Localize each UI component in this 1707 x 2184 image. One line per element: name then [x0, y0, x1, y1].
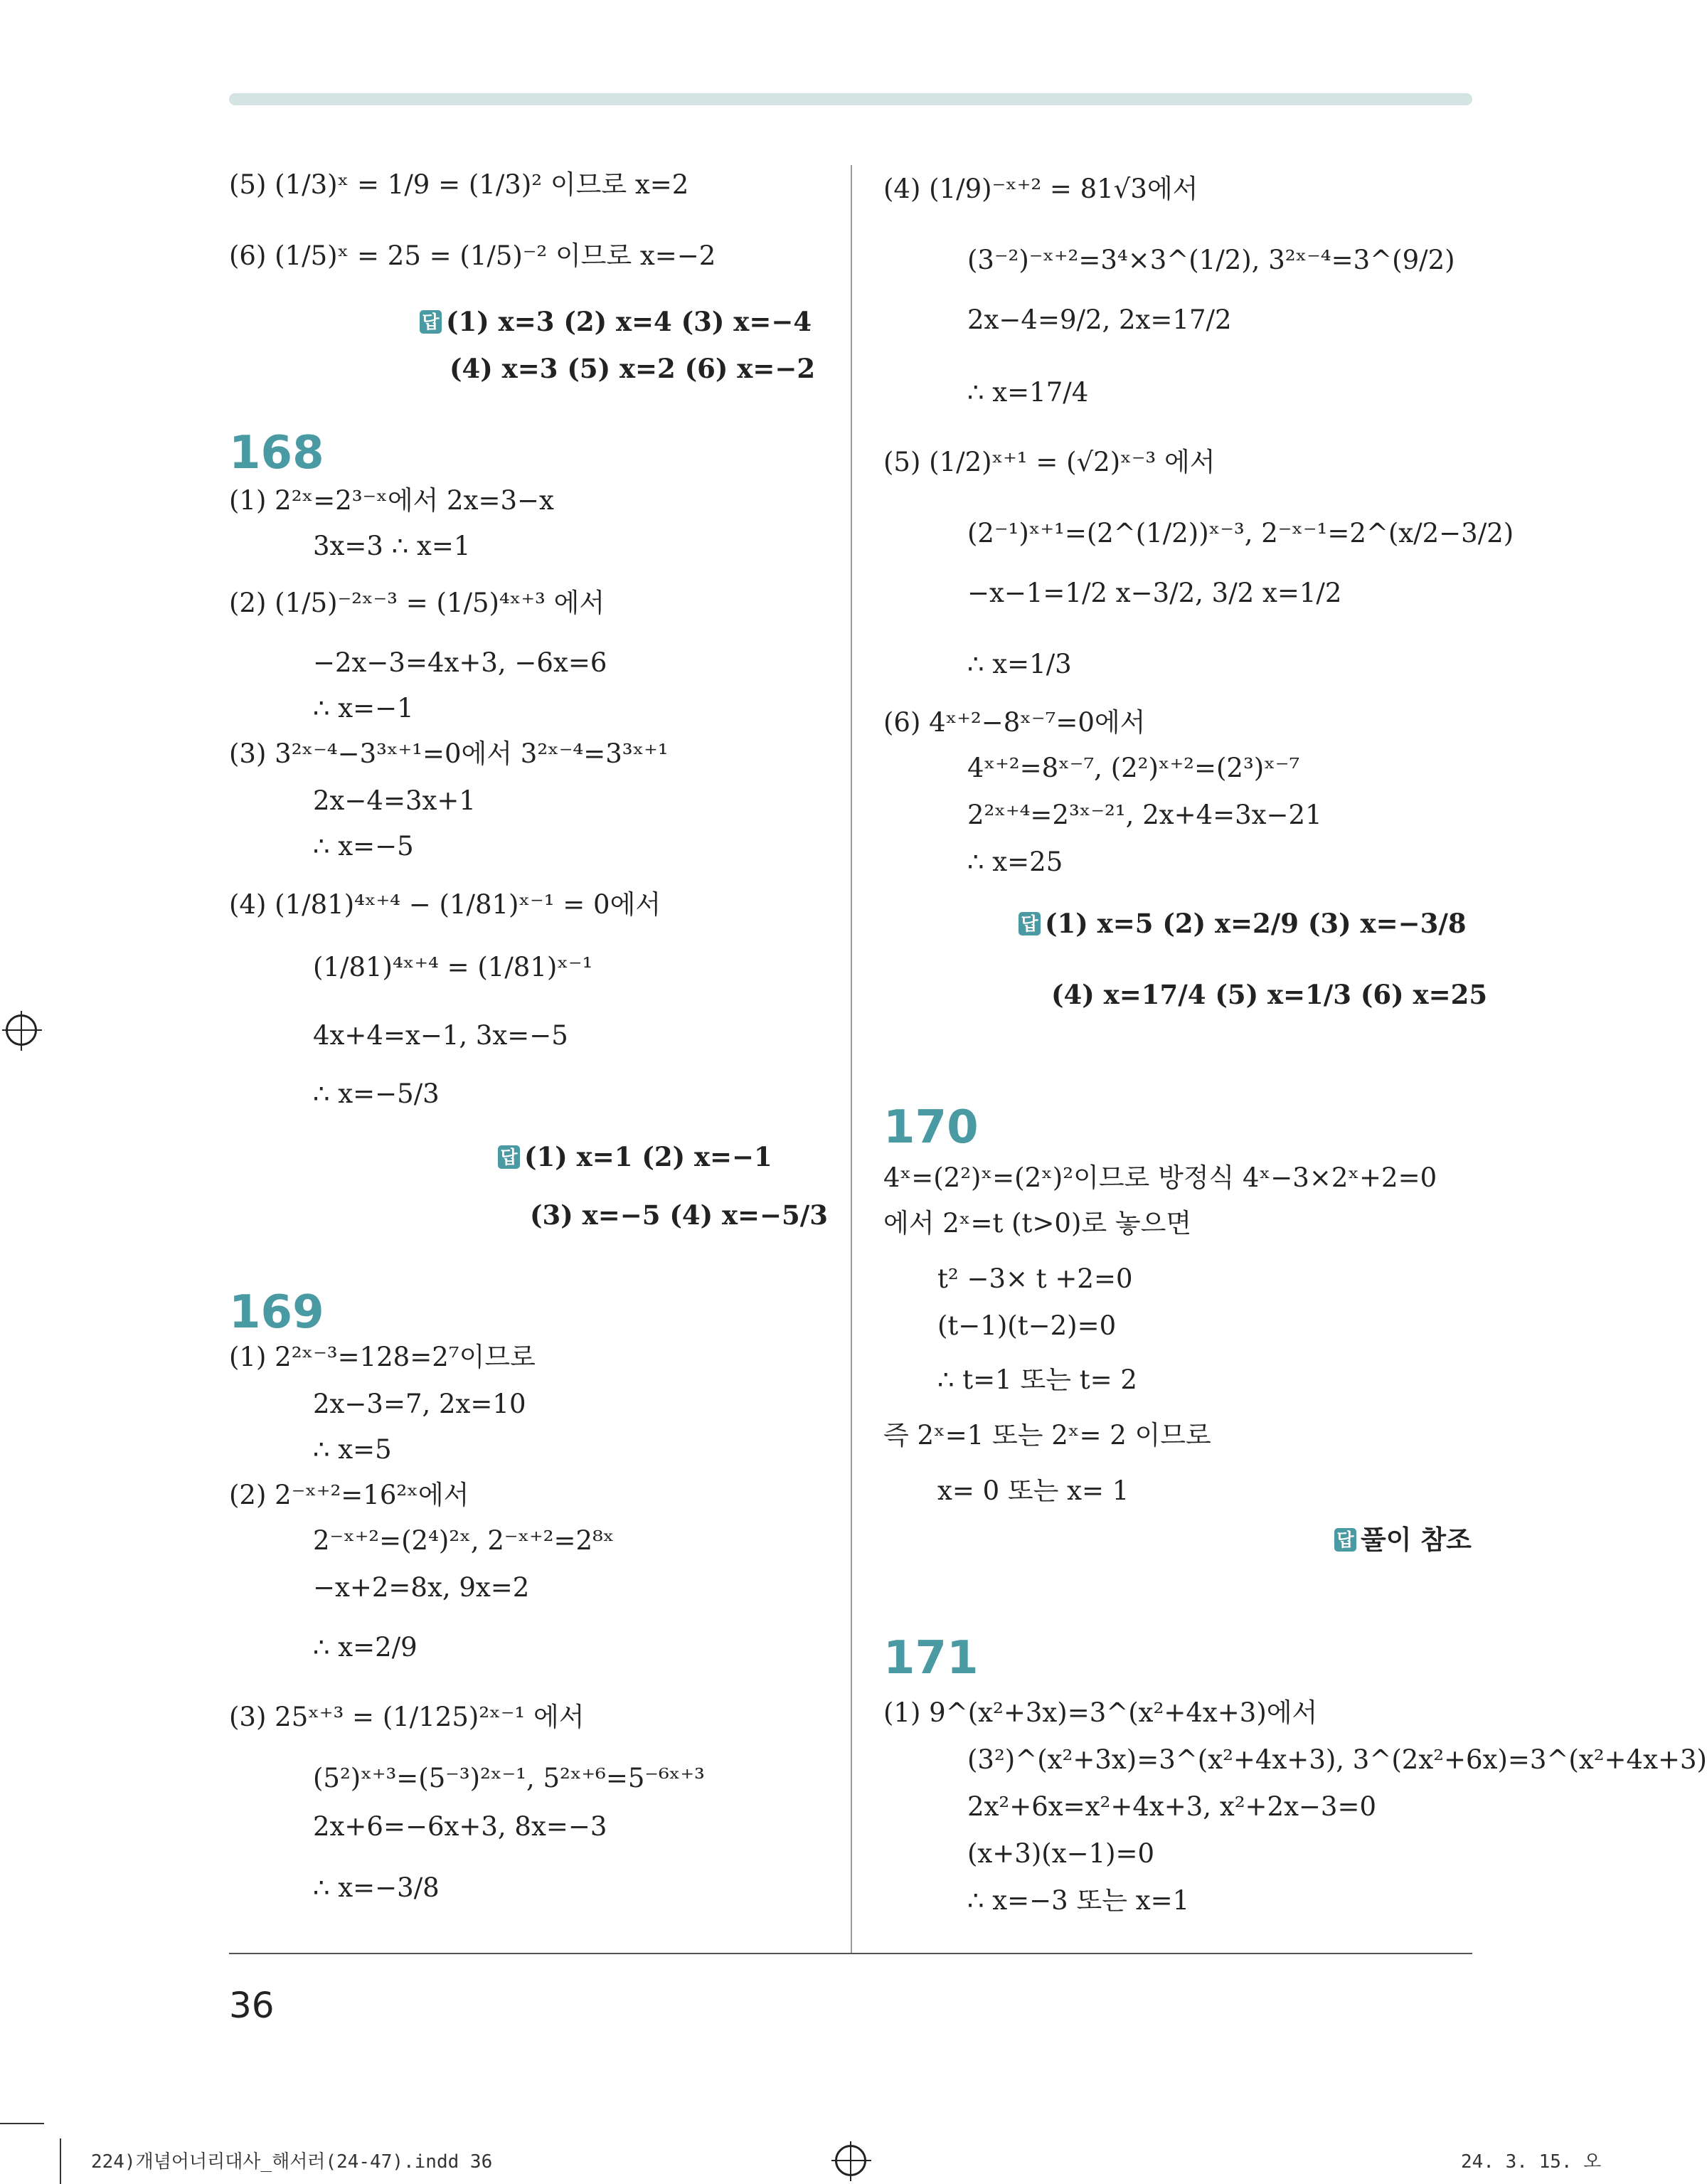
solution-line: (2⁻¹)ˣ⁺¹=(2^(1/2))ˣ⁻³, 2⁻ˣ⁻¹=2^(x/2−3/2) [967, 518, 1514, 548]
answer-badge: 답 [1334, 1528, 1356, 1552]
column-divider [851, 165, 852, 1954]
crop-mark [0, 2123, 44, 2124]
solution-line: 2x²+6x=x²+4x+3, x²+2x−3=0 [967, 1791, 1377, 1822]
solution-line: 2x+6=−6x+3, 8x=−3 [313, 1811, 607, 1842]
solution-line: (1) 9^(x²+3x)=3^(x²+4x+3)에서 [883, 1697, 1318, 1728]
solution-line: (x+3)(x−1)=0 [967, 1838, 1155, 1869]
solution-line: 4x+4=x−1, 3x=−5 [313, 1020, 568, 1051]
solution-line: (1) 2²ˣ⁻³=128=2⁷이므로 [229, 1342, 536, 1372]
solution-line: (3⁻²)⁻ˣ⁺²=3⁴×3^(1/2), 3²ˣ⁻⁴=3^(9/2) [967, 245, 1455, 275]
problem-number-168: 168 [229, 427, 324, 479]
problem-number-169: 169 [229, 1286, 324, 1339]
solution-line: 4ˣ⁺²=8ˣ⁻⁷, (2²)ˣ⁺²=(2³)ˣ⁻⁷ [967, 753, 1300, 783]
footer-file-info: 224)개념어너리대사_해서러(24-47).indd 36 [91, 2151, 493, 2173]
solution-line: ∴ x=17/4 [967, 377, 1089, 408]
solution-line: 에서 2ˣ=t (t>0)로 놓으면 [883, 1208, 1192, 1239]
registration-mark-icon [6, 1014, 37, 1046]
solution-line: (6) (1/5)ˣ = 25 = (1/5)⁻² 이므로 x=−2 [229, 240, 716, 271]
answer-168-row1 [498, 1141, 772, 1172]
solution-line: ∴ x=1/3 [967, 649, 1072, 679]
problem-number-171: 171 [883, 1632, 979, 1685]
page-number: 36 [229, 1985, 275, 2026]
solution-line: (1) 2²ˣ=2³⁻ˣ에서 2x=3−x [229, 485, 554, 516]
answer-167-row1 [420, 306, 812, 337]
solution-line: (5) (1/3)ˣ = 1/9 = (1/3)² 이므로 x=2 [229, 169, 689, 200]
solution-line: ∴ x=−1 [313, 693, 414, 723]
solution-line: (5²)ˣ⁺³=(5⁻³)²ˣ⁻¹, 5²ˣ⁺⁶=5⁻⁶ˣ⁺³ [313, 1763, 705, 1793]
answer-text: 풀이 참조 [1361, 1525, 1472, 1555]
solution-line: 2⁻ˣ⁺²=(2⁴)²ˣ, 2⁻ˣ⁺²=2⁸ˣ [313, 1525, 615, 1556]
solution-line: ∴ t=1 또는 t= 2 [937, 1364, 1137, 1395]
footer-date: 24. 3. 15. 오 [1461, 2151, 1602, 2173]
solution-line: 즉 2ˣ=1 또는 2ˣ= 2 이므로 [883, 1420, 1211, 1451]
solution-line: 3x=3 ∴ x=1 [313, 531, 471, 561]
answer-169-row1 [1019, 908, 1467, 939]
problem-number-170: 170 [883, 1101, 979, 1154]
solution-line: (t−1)(t−2)=0 [937, 1310, 1117, 1341]
solution-line: (3) 3²ˣ⁻⁴−3³ˣ⁺¹=0에서 3²ˣ⁻⁴=3³ˣ⁺¹ [229, 738, 669, 769]
solution-line: (3²)^(x²+3x)=3^(x²+4x+3), 3^(2x²+6x)=3^(x²+4x+3) [967, 1744, 1707, 1775]
solution-line: 2²ˣ⁺⁴=2³ˣ⁻²¹, 2x+4=3x−21 [967, 800, 1322, 830]
solution-line: (4) (1/9)⁻ˣ⁺² = 81√3에서 [883, 174, 1198, 204]
solution-line: ∴ x=−5 [313, 831, 414, 862]
solution-line: (1/81)⁴ˣ⁺⁴ = (1/81)ˣ⁻¹ [313, 952, 593, 982]
solution-line: 4ˣ=(2²)ˣ=(2ˣ)²이므로 방정식 4ˣ−3×2ˣ+2=0 [883, 1162, 1437, 1193]
answer-167-row2: (4) x=3 (5) x=2 (6) x=−2 [450, 353, 816, 384]
answer-text: (1) x=5 (2) x=2/9 (3) x=−3/8 [1045, 908, 1467, 939]
solution-line: ∴ x=25 [967, 847, 1063, 877]
solution-line: ∴ x=−3 또는 x=1 [967, 1885, 1190, 1916]
answer-badge: 답 [498, 1145, 520, 1169]
registration-mark-icon [835, 2145, 866, 2176]
answer-badge: 답 [420, 310, 442, 334]
solution-line: ∴ x=5 [313, 1434, 392, 1465]
top-decorative-bar [229, 93, 1472, 105]
solution-line: (6) 4ˣ⁺²−8ˣ⁻⁷=0에서 [883, 707, 1146, 738]
solution-line: −x−1=1/2 x−3/2, 3/2 x=1/2 [967, 578, 1342, 608]
answer-170 [1334, 1518, 1472, 1557]
solution-line: (2) 2⁻ˣ⁺²=16²ˣ에서 [229, 1480, 469, 1510]
solution-line: 2x−4=9/2, 2x=17/2 [967, 304, 1232, 335]
solution-line: −2x−3=4x+3, −6x=6 [313, 647, 607, 678]
solution-line: 2x−4=3x+1 [313, 785, 476, 816]
answer-169-row2: (4) x=17/4 (5) x=1/3 (6) x=25 [1051, 979, 1488, 1010]
solution-line: x= 0 또는 x= 1 [937, 1475, 1129, 1506]
solution-line: ∴ x=−5/3 [313, 1078, 440, 1109]
answer-badge: 답 [1019, 912, 1041, 935]
solution-line: (2) (1/5)⁻²ˣ⁻³ = (1/5)⁴ˣ⁺³ 에서 [229, 588, 605, 618]
bottom-rule [229, 1953, 1472, 1954]
solution-line: 2x−3=7, 2x=10 [313, 1389, 526, 1419]
crop-mark [60, 2138, 61, 2184]
solution-line: ∴ x=2/9 [313, 1632, 418, 1663]
solution-line: ∴ x=−3/8 [313, 1872, 440, 1903]
solution-line: (4) (1/81)⁴ˣ⁺⁴ − (1/81)ˣ⁻¹ = 0에서 [229, 889, 661, 920]
solution-line: (5) (1/2)ˣ⁺¹ = (√2)ˣ⁻³ 에서 [883, 447, 1216, 477]
solution-line: t² −3× t +2=0 [937, 1263, 1133, 1294]
solution-line: (3) 25ˣ⁺³ = (1/125)²ˣ⁻¹ 에서 [229, 1702, 585, 1732]
solution-line: −x+2=8x, 9x=2 [313, 1572, 530, 1603]
answer-text: (1) x=3 (2) x=4 (3) x=−4 [446, 306, 812, 337]
answer-text: (1) x=1 (2) x=−1 [524, 1141, 772, 1172]
answer-168-row2: (3) x=−5 (4) x=−5/3 [530, 1199, 829, 1231]
